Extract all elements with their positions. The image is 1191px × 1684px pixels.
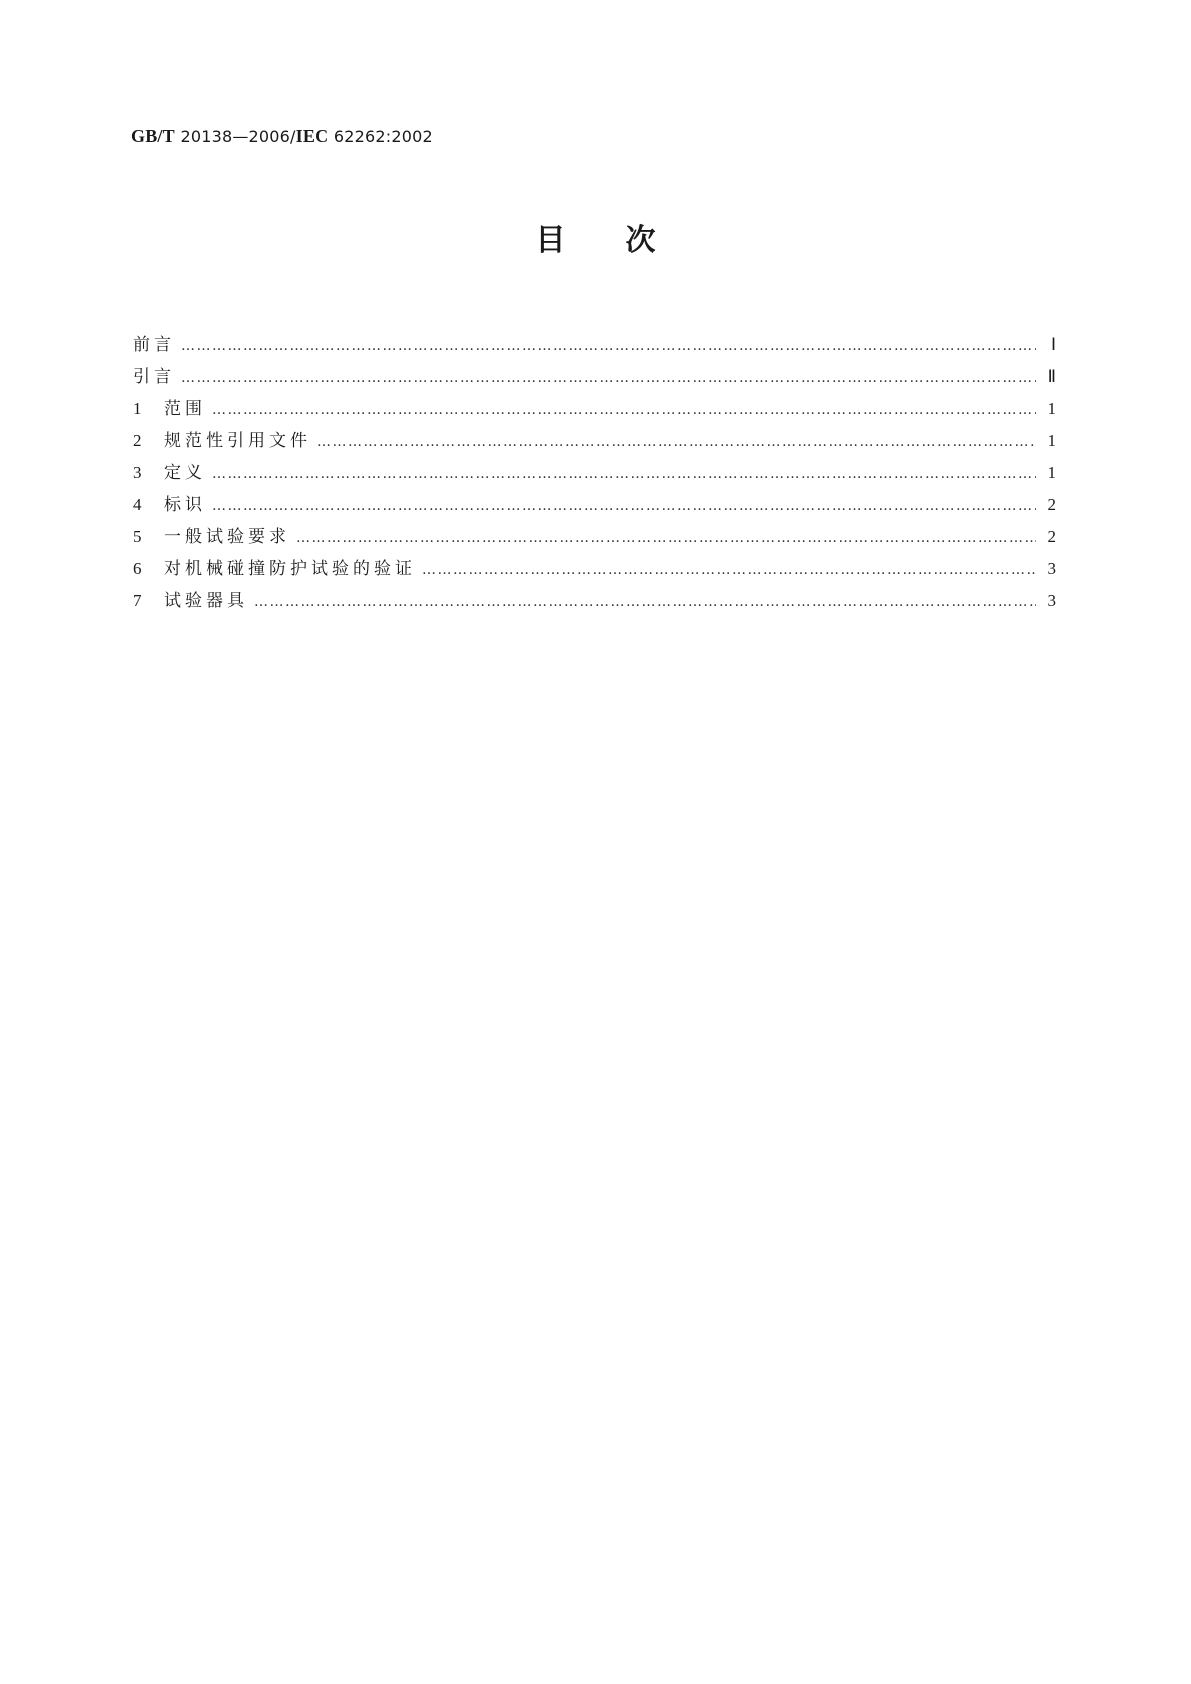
standard-prefix: GB/T [131, 126, 175, 146]
toc-item-test-apparatus[interactable] [133, 586, 1056, 618]
toc-item-label: 一般试验要求 [164, 527, 290, 547]
toc-item-number: 4 [133, 495, 142, 514]
toc-item-definitions[interactable] [133, 458, 1056, 490]
toc-leader-dots [212, 498, 1036, 514]
toc-leader-dots [212, 466, 1036, 482]
toc-leader-dots [181, 338, 1036, 354]
toc-item-label: 对机械碰撞防护试验的验证 [164, 559, 416, 579]
toc-leader-dots [254, 594, 1036, 610]
toc-item-label: 前言 [133, 335, 175, 355]
toc-item-number: 1 [133, 399, 142, 418]
toc-leader-dots [181, 370, 1036, 386]
toc-item-label: 定义 [164, 463, 206, 483]
toc-item-impact-verification[interactable] [133, 554, 1056, 586]
toc-item-page: Ⅰ [1050, 335, 1056, 354]
toc-item-label: 试验器具 [164, 591, 248, 611]
toc-leader-dots [212, 402, 1036, 418]
toc-item-number: 5 [133, 527, 142, 546]
toc-item-page: Ⅱ [1047, 367, 1056, 386]
toc-item-normative-references[interactable] [133, 426, 1056, 458]
toc-item-label: 标识 [164, 495, 206, 515]
toc-item-label: 规范性引用文件 [164, 431, 311, 451]
toc-item-page: 3 [1047, 559, 1056, 578]
toc-item-number: 3 [133, 463, 142, 482]
iec-number: 62262:2002 [333, 127, 433, 146]
page-title: 目次 [535, 223, 716, 258]
toc-item-number: 2 [133, 431, 142, 450]
toc-item-designation[interactable] [133, 490, 1056, 522]
toc-leader-dots [422, 562, 1036, 578]
toc-item-page: 1 [1047, 431, 1056, 450]
toc-item-page: 3 [1047, 591, 1056, 610]
toc-item-scope[interactable] [133, 394, 1056, 426]
toc-item-number: 6 [133, 559, 142, 578]
toc-item-general-test-requirements[interactable] [133, 522, 1056, 554]
toc-leader-dots [296, 530, 1036, 546]
toc-item-label: 引言 [133, 367, 175, 387]
toc-item-page: 1 [1047, 399, 1056, 418]
table-of-contents [133, 330, 1056, 618]
standard-number: 20138—2006/ [180, 127, 296, 146]
toc-item-foreword[interactable] [133, 330, 1056, 362]
document-header [131, 126, 433, 147]
toc-item-page: 2 [1047, 495, 1056, 514]
toc-item-introduction[interactable] [133, 362, 1056, 394]
iec-prefix: IEC [295, 126, 329, 146]
toc-leader-dots [317, 434, 1036, 450]
toc-item-page: 1 [1047, 463, 1056, 482]
toc-item-number: 7 [133, 591, 142, 610]
toc-item-page: 2 [1047, 527, 1056, 546]
toc-item-label: 范围 [164, 399, 206, 419]
